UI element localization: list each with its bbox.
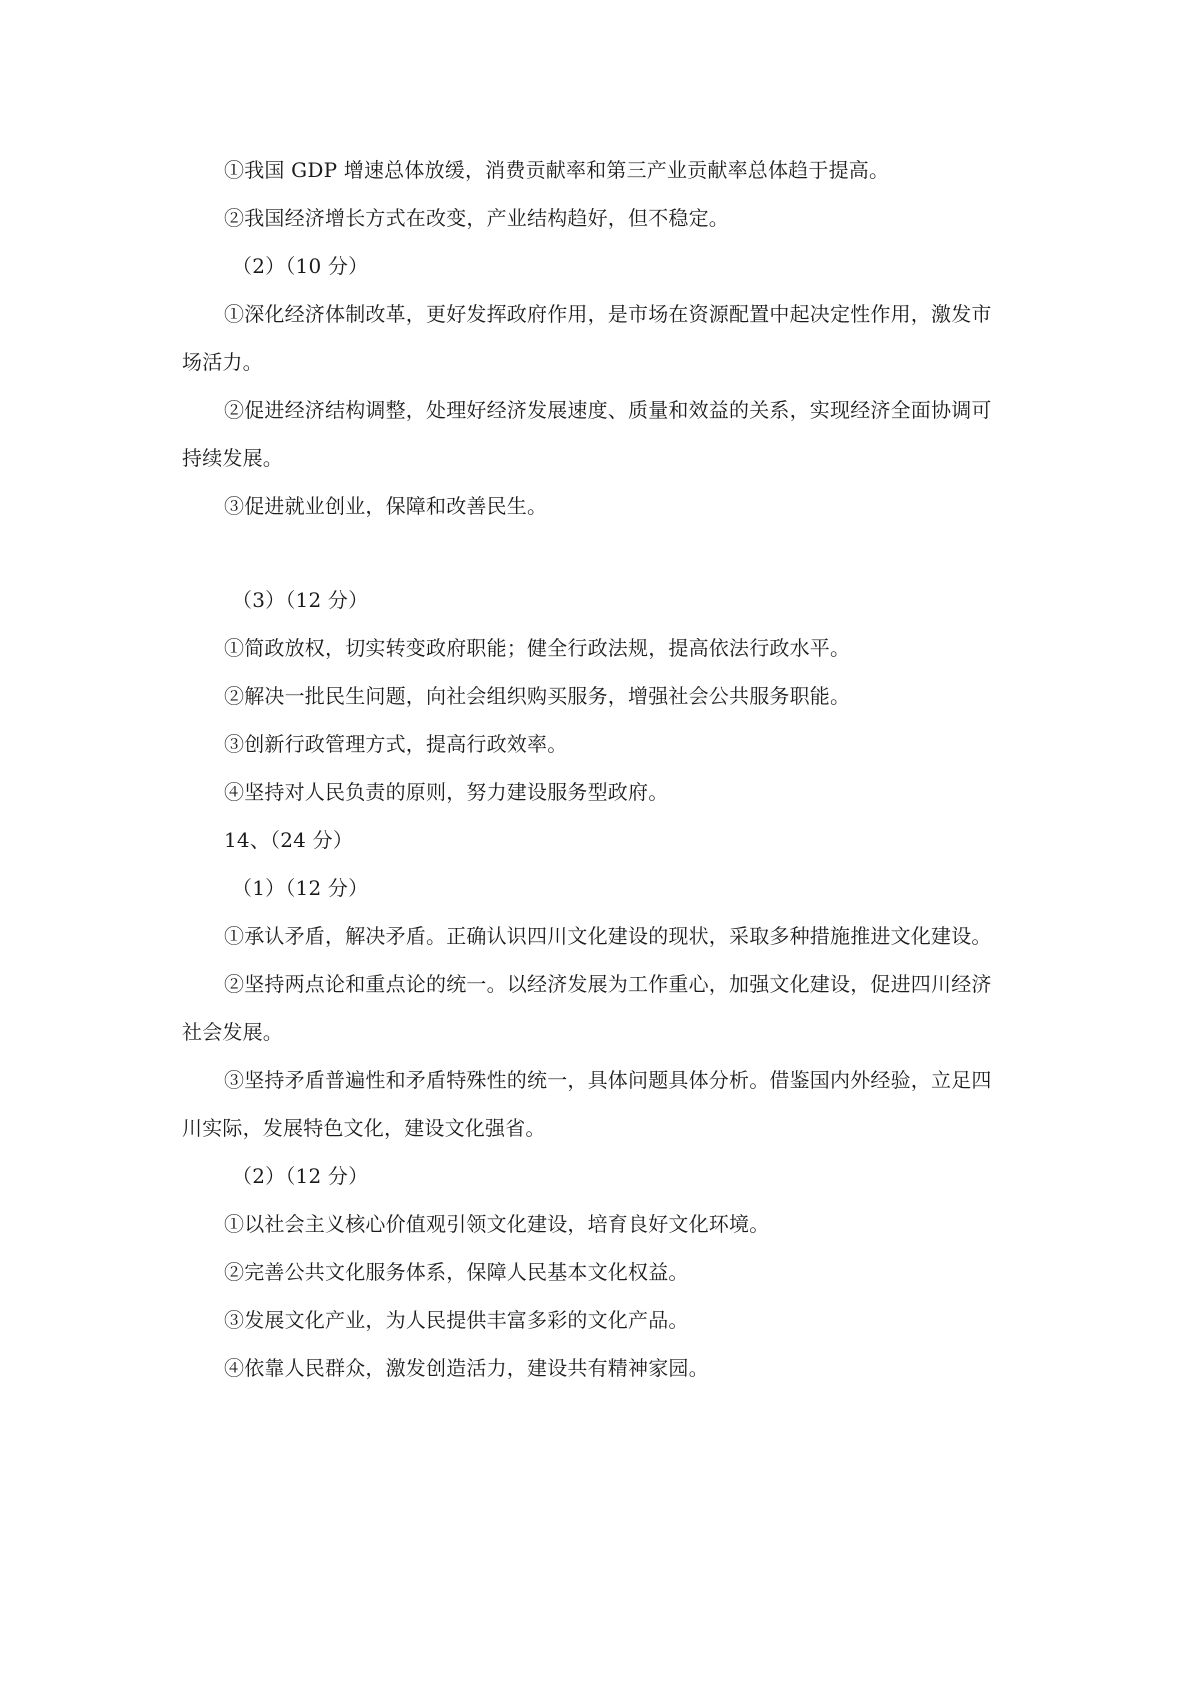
sub-question-heading: （3）（12 分）: [232, 588, 369, 612]
question-heading: 14、（24 分）: [224, 828, 354, 852]
sub-question-heading: （2）（12 分）: [232, 1164, 369, 1188]
answer-line: ②解决一批民生问题，向社会组织购买服务，增强社会公共服务职能。: [224, 684, 851, 708]
answer-line: ②促进经济结构调整，处理好经济发展速度、质量和效益的关系，实现经济全面协调可: [224, 398, 992, 422]
answer-line: ①以社会主义核心价值观引领文化建设，培育良好文化环境。: [224, 1212, 770, 1236]
answer-line: ④依靠人民群众，激发创造活力，建设共有精神家园。: [224, 1356, 709, 1380]
answer-line: ①承认矛盾，解决矛盾。正确认识四川文化建设的现状，采取多种措施推进文化建设。: [224, 924, 992, 948]
answer-line: ②我国经济增长方式在改变，产业结构趋好，但不稳定。: [224, 206, 729, 230]
answer-line-continuation: 川实际，发展特色文化，建设文化强省。: [182, 1116, 546, 1140]
answer-line: ③发展文化产业，为人民提供丰富多彩的文化产品。: [224, 1308, 689, 1332]
answer-line-continuation: 社会发展。: [182, 1020, 283, 1044]
answer-line-continuation: 场活力。: [182, 350, 263, 374]
answer-line: ③创新行政管理方式，提高行政效率。: [224, 732, 568, 756]
sub-question-heading: （2）（10 分）: [232, 254, 369, 278]
answer-line: ④坚持对人民负责的原则，努力建设服务型政府。: [224, 780, 669, 804]
answer-line-continuation: 持续发展。: [182, 446, 283, 470]
sub-question-heading: （1）（12 分）: [232, 876, 369, 900]
answer-line: ①我国 GDP 增速总体放缓，消费贡献率和第三产业贡献率总体趋于提高。: [224, 158, 890, 182]
answer-line: ③促进就业创业，保障和改善民生。: [224, 494, 548, 518]
answer-line: ①深化经济体制改革，更好发挥政府作用，是市场在资源配置中起决定性作用，激发市: [224, 302, 992, 326]
answer-line: ①简政放权，切实转变政府职能；健全行政法规，提高依法行政水平。: [224, 636, 851, 660]
answer-line: ③坚持矛盾普遍性和矛盾特殊性的统一，具体问题具体分析。借鉴国内外经验，立足四: [224, 1068, 992, 1092]
answer-line: ②坚持两点论和重点论的统一。以经济发展为工作重心，加强文化建设，促进四川经济: [224, 972, 992, 996]
answer-line: ②完善公共文化服务体系，保障人民基本文化权益。: [224, 1260, 689, 1284]
